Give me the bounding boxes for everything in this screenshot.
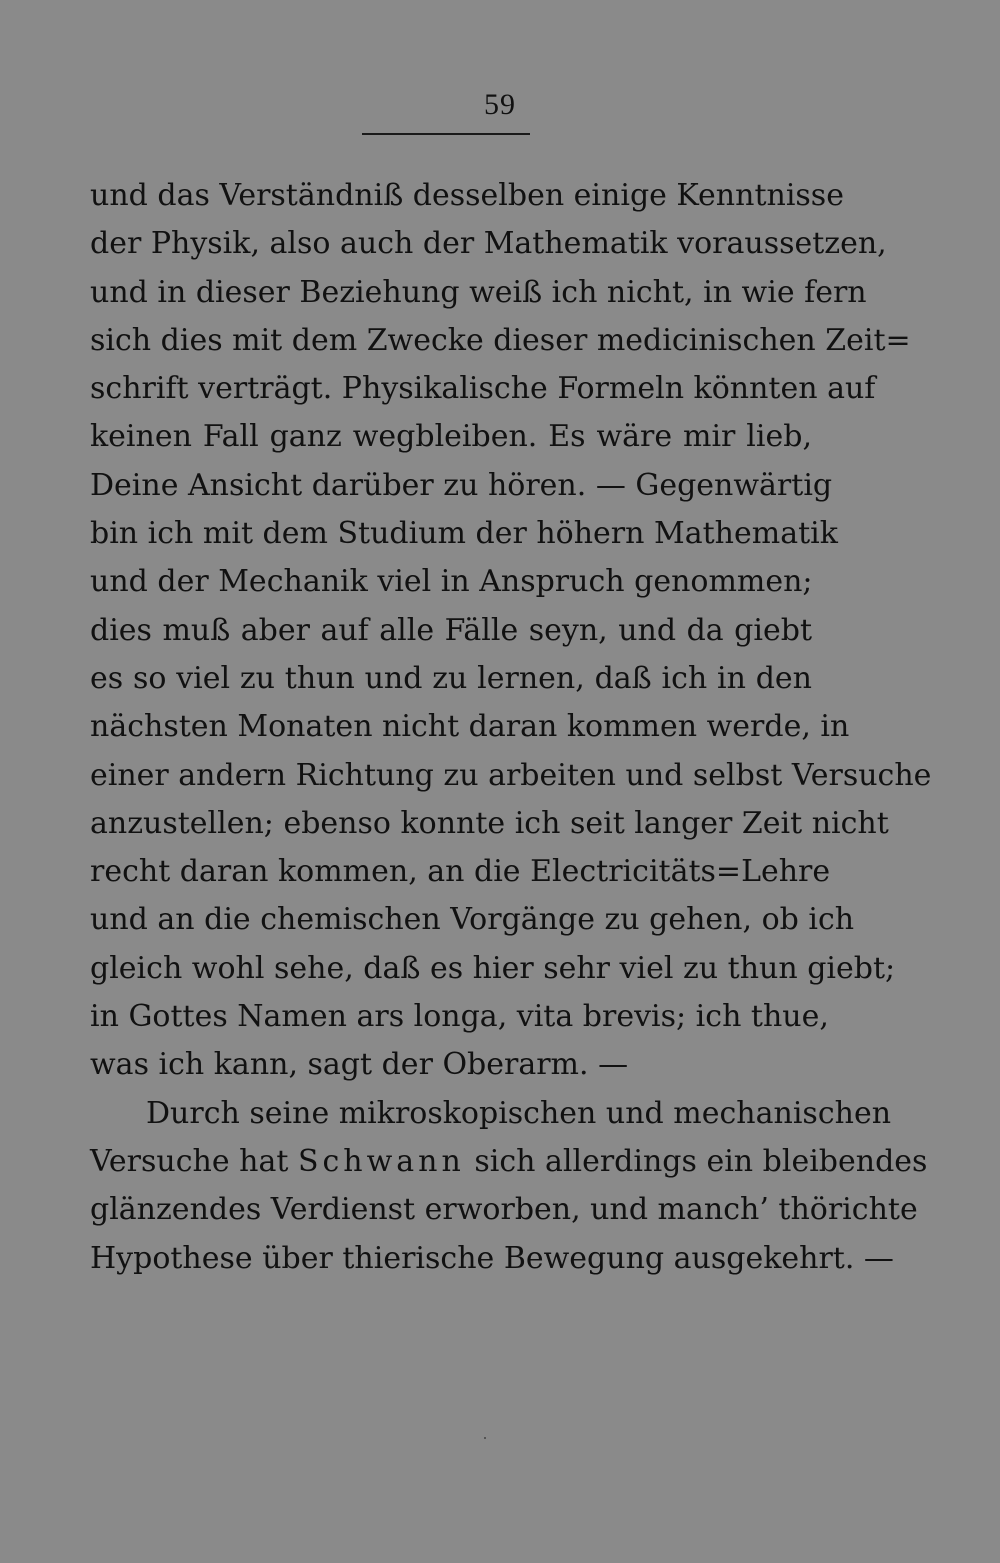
text-line: dies muß aber auf alle Fälle seyn, und da giebt: [90, 612, 812, 648]
header-rule: [362, 133, 530, 135]
text-line: sich dies mit dem Zwecke dieser medicinischen Zeit=: [90, 322, 911, 358]
text-fragment: sich allerdings ein bleibendes: [464, 1143, 928, 1179]
text-line: und das Verständniß desselben einige Kenntnisse: [90, 178, 844, 213]
text-line: es so viel zu thun und zu lernen, daß ich in den: [90, 660, 812, 696]
paragraph-1: [90, 172, 932, 1090]
text-line: recht daran kommen, an die Electricitäts=Lehre: [90, 854, 831, 890]
page-number: 59: [484, 88, 516, 121]
text-line: und in dieser Beziehung weiß ich nicht, in wie fern: [90, 274, 867, 310]
text-line: in Gottes Namen ars longa, vita brevis; ich thue,: [90, 999, 829, 1035]
text-line: und an die chemischen Vorgänge zu gehen, ob ich: [90, 902, 855, 938]
paper-speck: [484, 1437, 486, 1439]
text-line: keinen Fall ganz wegbleiben. Es wäre mir lieb,: [90, 419, 812, 455]
text-line: schrift verträgt. Physikalische Formeln könnten auf: [90, 371, 876, 407]
text-line: [90, 1138, 928, 1186]
emphasized-name: Schwann: [297, 1143, 465, 1179]
text-fragment: Versuche hat: [90, 1143, 298, 1179]
paragraph-2: [90, 1090, 928, 1283]
text-line: anzustellen; ebenso konnte ich seit langer Zeit nicht: [90, 805, 889, 841]
text-line: was ich kann, sagt der Oberarm. —: [90, 1047, 629, 1083]
text-line: Deine Ansicht darüber zu hören. — Gegenwärtig: [90, 467, 833, 503]
text-line: gleich wohl sehe, daß es hier sehr viel zu thun giebt;: [90, 950, 896, 986]
text-line: der Physik, also auch der Mathematik voraussetzen,: [90, 226, 887, 262]
text-line: bin ich mit dem Studium der höhern Mathematik: [90, 516, 838, 552]
body-text: [90, 172, 932, 1283]
text-line: Durch seine mikroskopischen und mechanischen: [146, 1095, 892, 1131]
text-line: glänzendes Verdienst erworben, und manch’ thörichte: [90, 1192, 918, 1228]
text-line: einer andern Richtung zu arbeiten und selbst Versuche: [90, 757, 932, 793]
text-line: und der Mechanik viel in Anspruch genommen;: [90, 564, 813, 600]
text-line: Hypothese über thierische Bewegung ausgekehrt. —: [90, 1240, 894, 1276]
text-line: nächsten Monaten nicht daran kommen werde, in: [90, 709, 850, 745]
